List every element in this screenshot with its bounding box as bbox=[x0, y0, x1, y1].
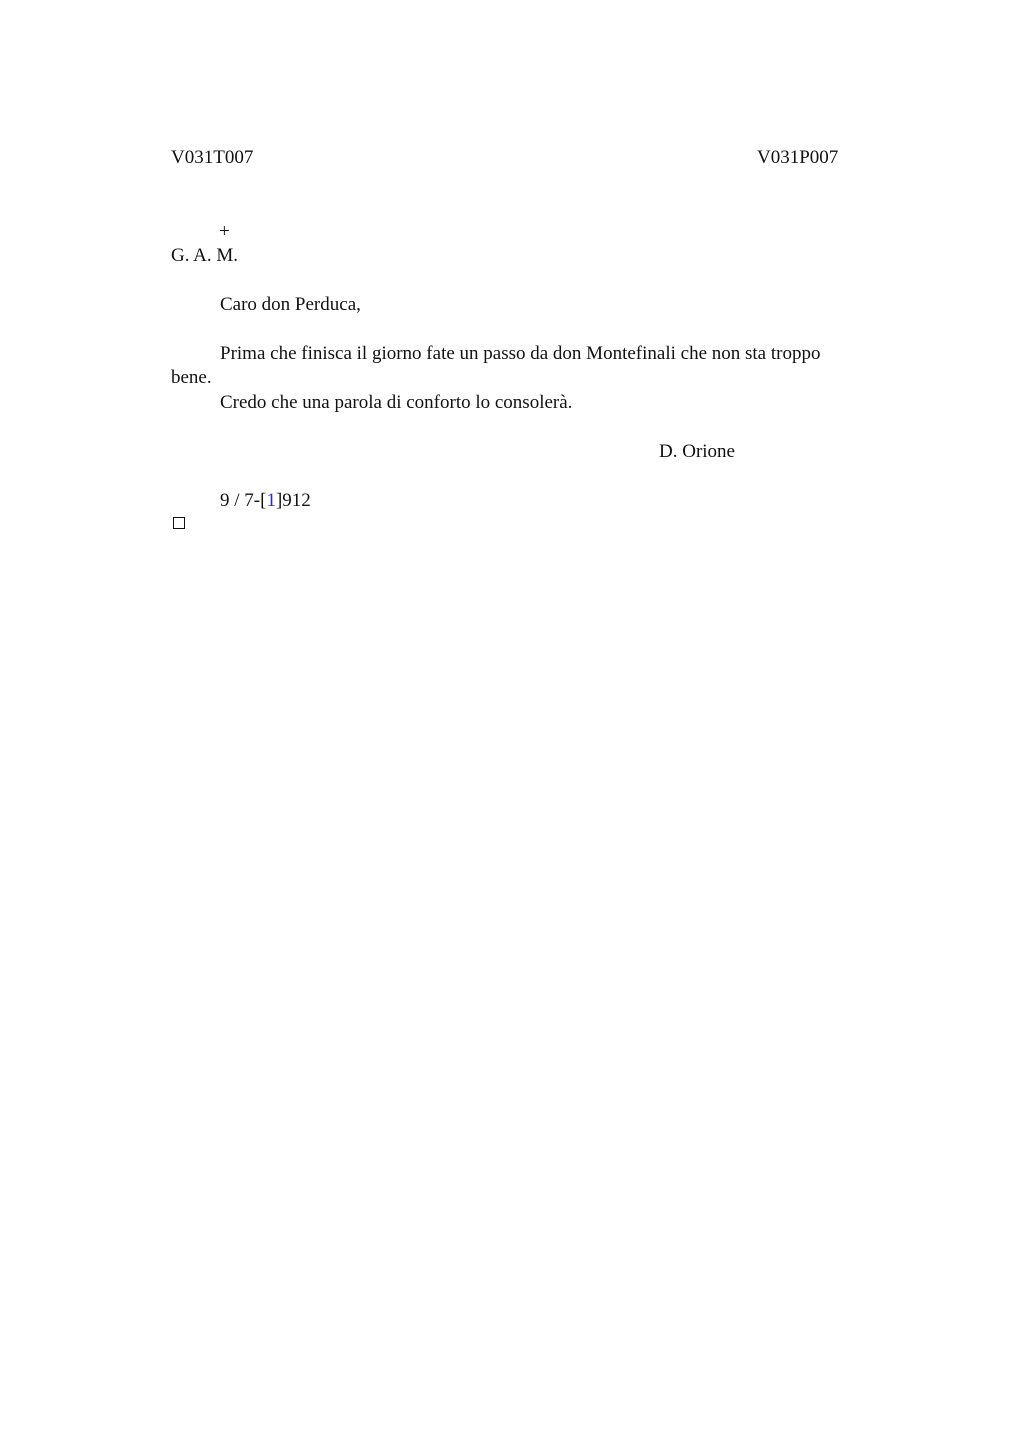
body-paragraph-1-continuation: bene. bbox=[171, 367, 212, 388]
document-code-left: V031T007 bbox=[171, 147, 254, 168]
invocation-line: G. A. M. bbox=[171, 245, 239, 266]
body-paragraph-1: Prima che finisca il giorno fate un passo da don Montefinali che non sta troppo bbox=[220, 343, 821, 364]
cross-symbol: + bbox=[219, 221, 230, 242]
editor-inserted-digit: 1 bbox=[266, 490, 276, 511]
signature: D. Orione bbox=[659, 441, 735, 462]
salutation: Caro don Perduca, bbox=[220, 294, 361, 315]
body-paragraph-2: Credo che una parola di conforto lo consolerà. bbox=[220, 392, 573, 413]
date-prefix: 9 / 7-[ bbox=[220, 490, 267, 511]
date-suffix: ]912 bbox=[275, 490, 311, 511]
document-code-right: V031P007 bbox=[757, 147, 839, 168]
end-marker-box-icon bbox=[173, 517, 185, 529]
date-line bbox=[220, 489, 311, 513]
